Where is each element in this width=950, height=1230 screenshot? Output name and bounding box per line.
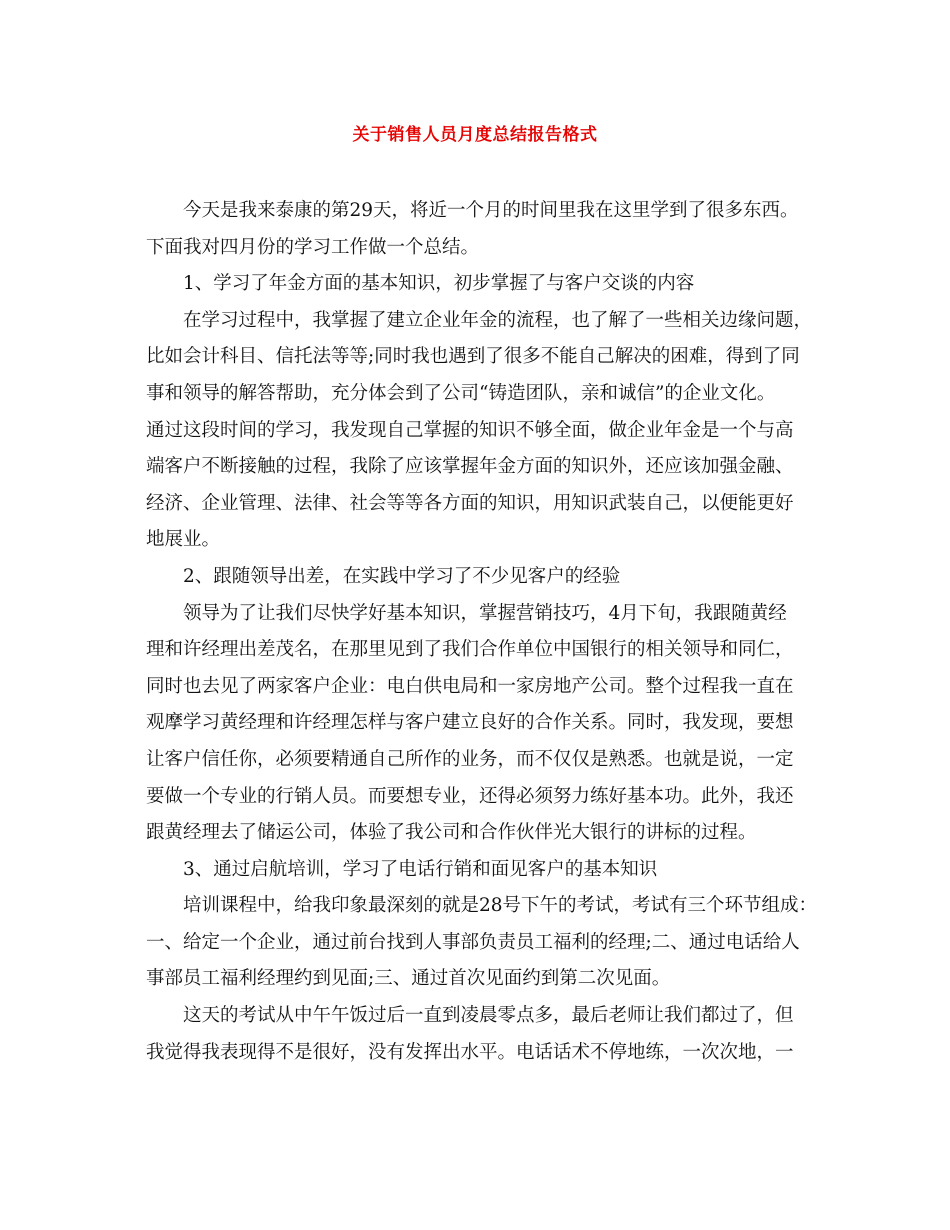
body-line: 1、学习了年金方面的基本知识，初步掌握了与客户交谈的内容	[183, 273, 695, 295]
body-line: 要做一个专业的行销人员。而要想专业，还得必须努力练好基本功。此外，我还	[146, 785, 794, 807]
body-line: 2、跟随领导出差，在实践中学习了不少见客户的经验	[183, 565, 621, 587]
document-title: 关于销售人员月度总结报告格式	[352, 125, 598, 145]
body-line: 这天的考试从中午午饭过后一直到凌晨零点多，最后老师让我们都过了，但	[183, 1005, 794, 1027]
body-line: 事和领导的解答帮助，充分体会到了公司“铸造团队，亲和诚信”的企业文化。	[146, 382, 776, 404]
body-line: 端客户不断接触的过程，我除了应该掌握年金方面的知识外，还应该加强金融、	[146, 456, 794, 478]
body-line: 地展业。	[146, 529, 221, 551]
document-body	[146, 193, 818, 1071]
body-line: 我觉得我表现得不是很好，没有发挥出水平。电话话术不停地练，一次次地，一	[146, 1041, 794, 1063]
body-line: 培训课程中，给我印象最深刻的就是28号下午的考试，考试有三个环节组成：	[183, 895, 818, 917]
body-line: 理和许经理出差茂名，在那里见到了我们合作单位中国银行的相关领导和同仁，	[146, 639, 794, 661]
body-line: 领导为了让我们尽快学好基本知识，掌握营销技巧，4月下旬，我跟随黄经	[183, 602, 787, 624]
body-line: 在学习过程中，我掌握了建立企业年金的流程，也了解了一些相关边缘问题，	[183, 309, 813, 331]
body-line: 比如会计科目、信托法等等;同时我也遇到了很多不能自己解决的困难，得到了同	[146, 346, 800, 368]
body-line: 事部员工福利经理约到见面;三、通过首次见面约到第二次见面。	[146, 968, 671, 990]
body-line: 经济、企业管理、法律、社会等等各方面的知识，用知识武装自己，以便能更好	[146, 492, 794, 514]
body-line: 同时也去见了两家客户企业：电白供电局和一家房地产公司。整个过程我一直在	[146, 675, 794, 697]
body-line: 观摩学习黄经理和许经理怎样与客户建立良好的合作关系。同时，我发现，要想	[146, 712, 794, 734]
body-line: 下面我对四月份的学习工作做一个总结。	[146, 236, 480, 258]
body-line: 通过这段时间的学习，我发现自己掌握的知识不够全面，做企业年金是一个与高	[146, 419, 794, 441]
body-line: 一、给定一个企业，通过前台找到人事部负责员工福利的经理;二、通过电话给人	[146, 931, 800, 953]
body-line: 跟黄经理去了储运公司，体验了我公司和合作伙伴光大银行的讲标的过程。	[146, 822, 757, 844]
body-line: 让客户信任你，必须要精通自己所作的业务，而不仅仅是熟悉。也就是说，一定	[146, 748, 794, 770]
body-line: 3、通过启航培训，学习了电话行销和面见客户的基本知识	[183, 858, 658, 880]
body-line: 今天是我来泰康的第29天，将近一个月的时间里我在这里学到了很多东西。	[183, 200, 799, 221]
